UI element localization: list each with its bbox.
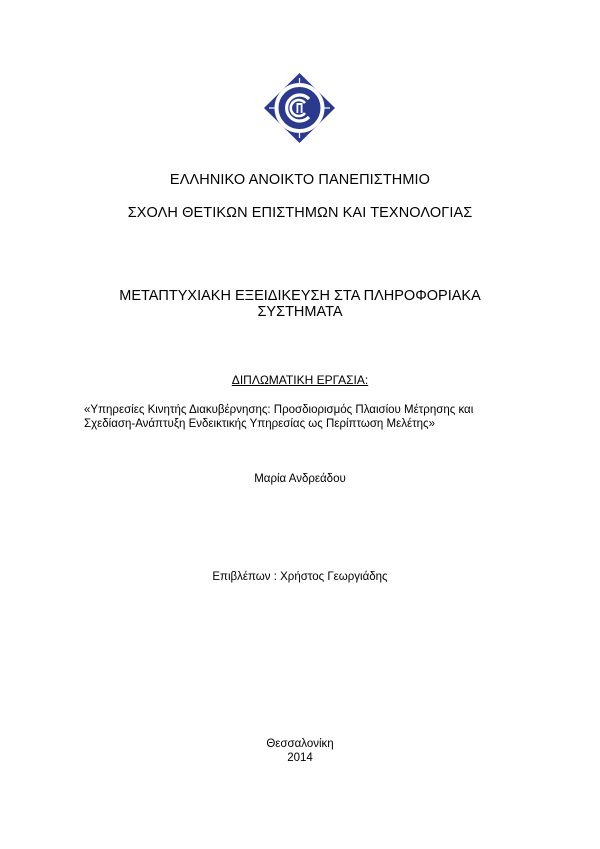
supervisor-line: Επιβλέπων : Χρήστος Γεωργιάδης xyxy=(212,571,388,583)
thesis-title-line-1: «Υπηρεσίες Κινητής Διακυβέρνησης: Προσδιορισμός Πλαισίου Μέτρησης και xyxy=(84,404,474,416)
program-title-line-1: ΜΕΤΑΠΤΥΧΙΑΚΗ ΕΞΕΙΔΙΚΕΥΣΗ ΣΤΑ ΠΛΗΡΟΦΟΡΙΑΚΑ xyxy=(119,288,481,304)
thesis-label: ΔΙΠΛΩΜΑΤΙΚΗ ΕΡΓΑΣΙΑ: xyxy=(231,373,369,387)
university-name: ΕΛΛΗΝΙΚΟ ΑΝΟΙΚΤΟ ΠΑΝΕΠΙΣΤΗΜΙΟ xyxy=(169,172,431,188)
program-title-line-2: ΣΥΣΤΗΜΑΤΑ xyxy=(257,304,343,320)
thesis-title-line-2: Σχεδίαση-Ανάπτυξη Ενδεικτικής Υπηρεσίας ως Περίπτωση Μελέτης» xyxy=(84,418,435,430)
thesis-title xyxy=(84,403,524,431)
university-logo-icon xyxy=(263,72,336,144)
year: 2014 xyxy=(287,752,313,764)
city-name: Θεσσαλονίκη xyxy=(266,738,334,750)
school-name: ΣΧΟΛΗ ΘΕΤΙΚΩΝ ΕΠΙΣΤΗΜΩΝ ΚΑΙ ΤΕΧΝΟΛΟΓΙΑΣ xyxy=(127,205,473,221)
author-name: Μαρία Ανδρεάδου xyxy=(254,473,346,485)
